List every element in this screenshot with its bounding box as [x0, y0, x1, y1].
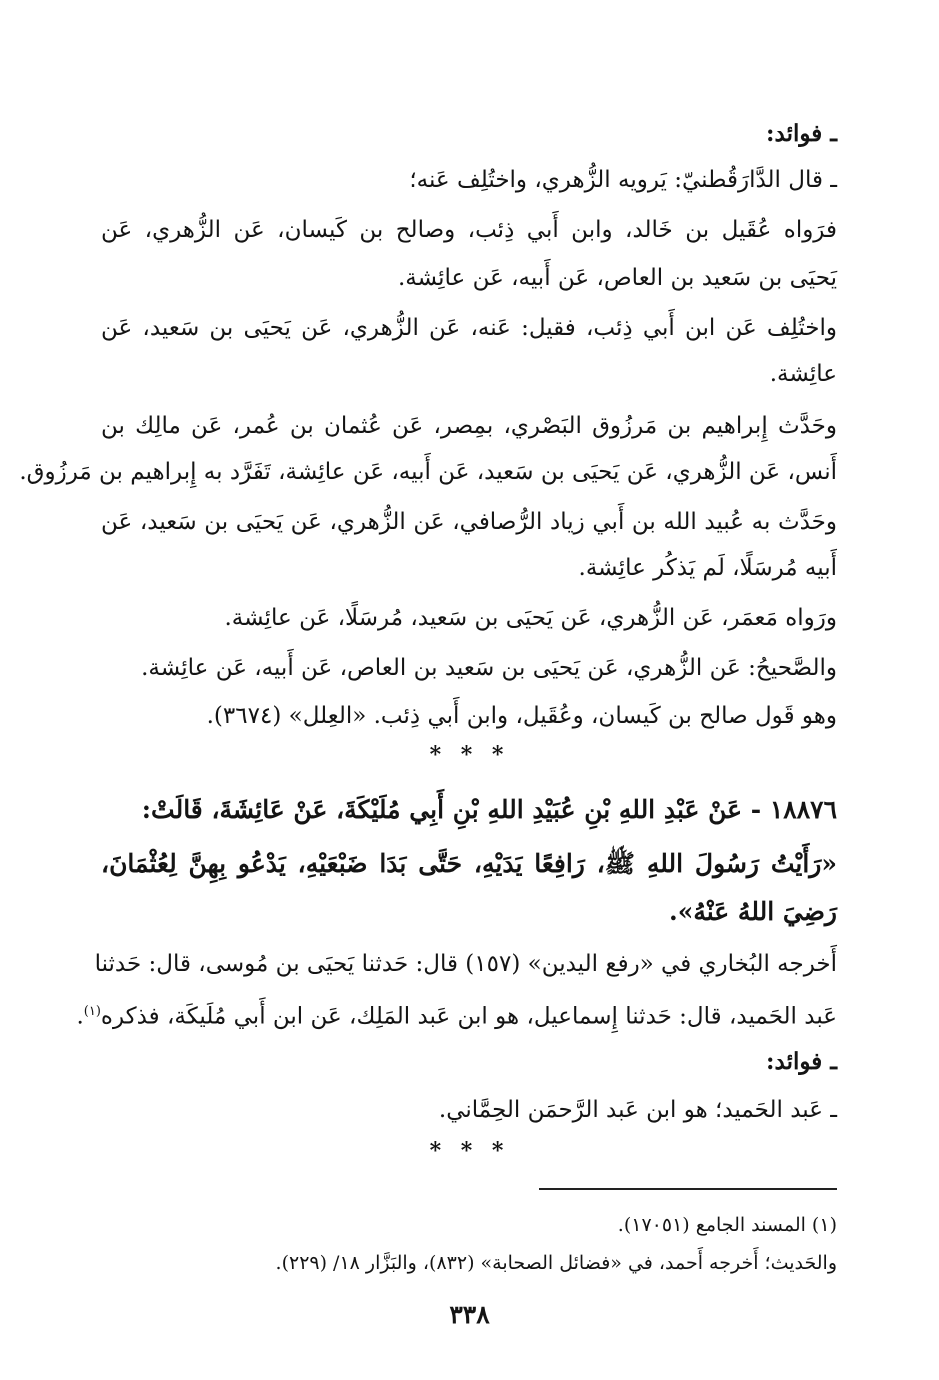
footnote-line: (١) المسند الجامع (١٧٠٥١). [617, 1214, 837, 1236]
section-separator: * * * [429, 742, 510, 768]
text-line: وهو قَول صالح بن كَيسان، وعُقَيل، وابن أَبي ذِئب. «العِلل» (٣٦٧٤). [206, 703, 837, 729]
text-line: أَنس، عَن الزُّهري، عَن يَحيَى بن سَعيد، عَن أَبيه، عَن عائِشة، تَفَرَّد به إِبراهيم بن مَرزُوق. [19, 459, 837, 485]
text-line: يَحيَى بن سَعيد بن العاص، عَن أَبيه، عَن عائِشة. [397, 265, 837, 291]
text-line: ورَواه مَعمَر، عَن الزُّهري، عَن يَحيَى بن سَعيد، مُرسَلًا، عَن عائِشة. [224, 605, 837, 631]
text-line: عَبد الحَميد، قال: حَدثنا إِسماعيل، هو ابن عَبد المَلِك، عَن ابن أَبي مُلَيكَة، فذكره$^{(١)}$. [76, 1003, 837, 1030]
hadith-text-line: ١٨٨٧٦ - عَنْ عَبْدِ اللهِ بْنِ عُبَيْدِ اللهِ بْنِ أَبِي مُلَيْكَةَ، عَنْ عَائِشَةَ، قَالَتْ: [141, 795, 837, 824]
page-number: ٣٣٨ [449, 1300, 490, 1329]
benefits-heading: ـ فوائد: [766, 120, 837, 147]
text-line-content: عَبد الحَميد، قال: حَدثنا إِسماعيل، هو ابن عَبد المَلِك، عَن ابن أَبي مُلَيكَة، فذكره [100, 1003, 837, 1030]
footnote-line: والحَديث؛ أَخرجه أَحمد، في «فضائل الصحابة» (٨٣٢)، والبَزَّار ١٨/ (٢٢٩). [275, 1252, 837, 1274]
text-line: وحَدَّث به عُبيد الله بن أَبي زياد الرُّصافي، عَن الزُّهري، عَن يَحيَى بن سَعيد، عَن [101, 509, 837, 535]
text-line: فرَواه عُقَيل بن خَالد، وابن أَبي ذِئب، وصالح بن كَيسان، عَن الزُّهري، عَن [101, 217, 837, 243]
section-separator: * * * [429, 1138, 510, 1164]
hadith-text-line: رَضِيَ اللهُ عَنْهُ». [669, 897, 837, 926]
footnote-divider [539, 1188, 837, 1190]
text-line: أَخرجه البُخاري في «رفع اليدين» (١٥٧) قال: حَدثنا يَحيَى بن مُوسى، قال: حَدثنا [94, 951, 837, 977]
text-line: والصَّحيحُ: عَن الزُّهري، عَن يَحيَى بن سَعيد بن العاص، عَن أَبيه، عَن عائِشة. [141, 655, 837, 681]
footnote-marker: (١) [83, 1004, 101, 1019]
hadith-text-line: «رَأَيْتُ رَسُولَ اللهِ ﷺ، رَافِعًا يَدَيْهِ، حَتَّى بَدَا ضَبْعَيْهِ، يَدْعُو بِهِنَّ لِعُثْمَانَ، [101, 849, 837, 878]
text-line: عائِشة. [769, 361, 837, 387]
text-line: ـ عَبد الحَميد؛ هو ابن عَبد الرَّحمَن الحِمَّاني. [438, 1097, 837, 1123]
text-line: واختُلِف عَن ابن أَبي ذِئب، فقيل: عَنه، عَن الزُّهري، عَن يَحيَى بن سَعيد، عَن [101, 315, 837, 341]
benefits-heading: ـ فوائد: [766, 1048, 837, 1075]
text-line: ـ قال الدَّارَقُطنيّ: يَرويه الزُّهري، واختُلِف عَنه؛ [409, 167, 837, 193]
text-line: أَبيه مُرسَلًا، لَم يَذكُر عائِشة. [578, 555, 837, 581]
text-line: وحَدَّث إِبراهيم بن مَرزُوق البَصْري، بمِصر، عَن عُثمان بن عُمر، عَن مالِك بن [101, 413, 837, 439]
